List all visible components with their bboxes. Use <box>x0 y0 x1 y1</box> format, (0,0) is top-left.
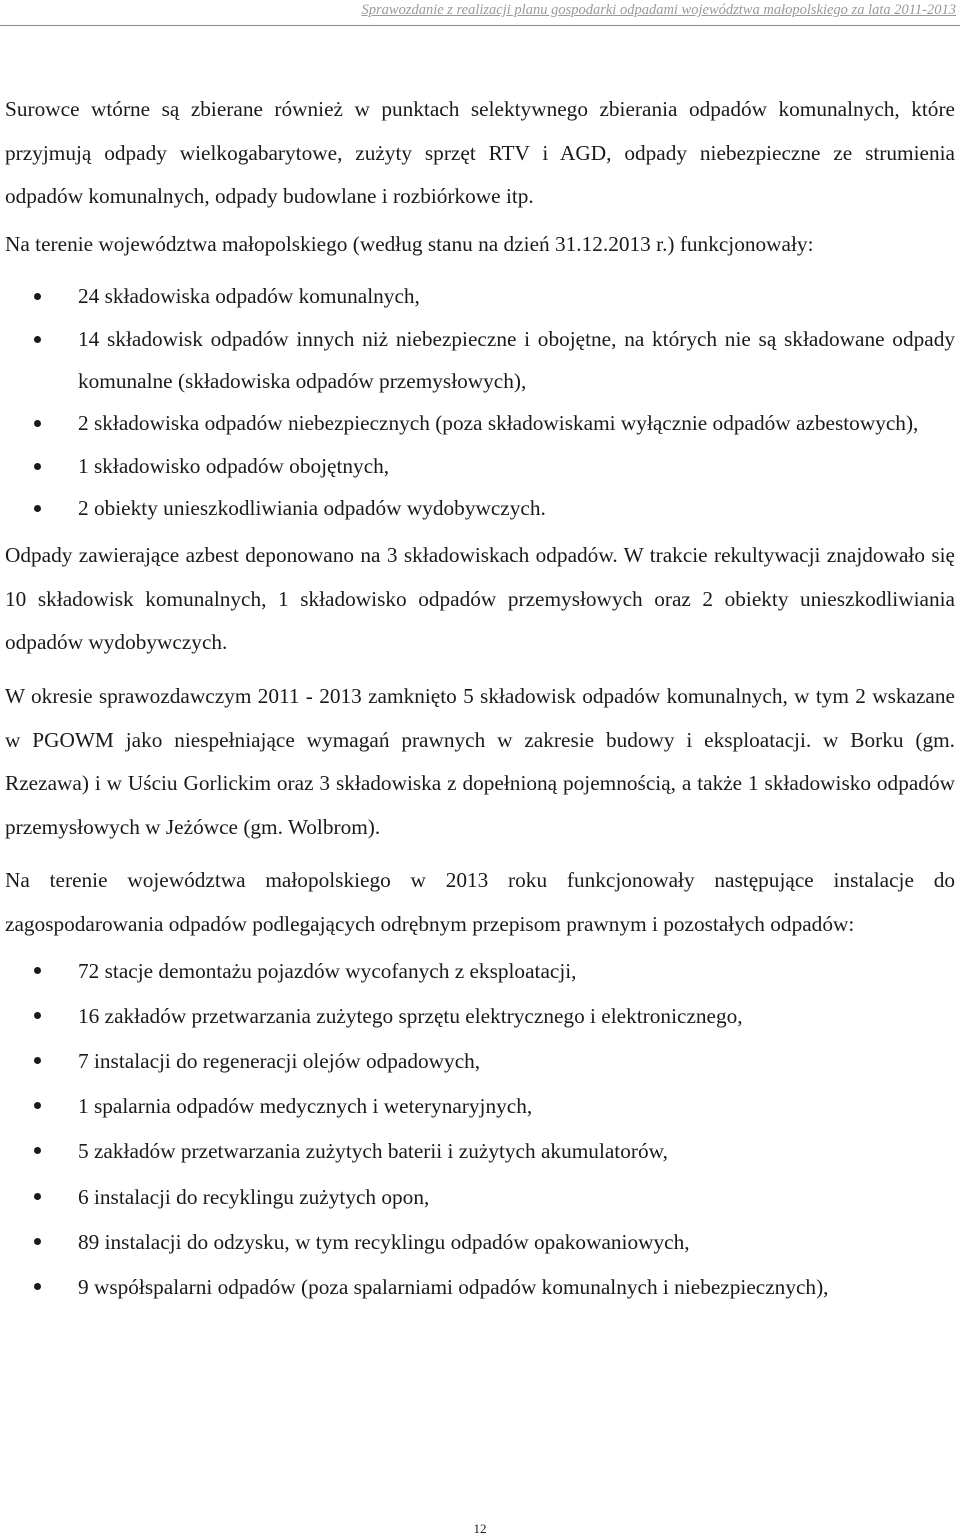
list-item-text: 5 zakładów przetwarzania zużytych baterii i zużytych akumulatorów, <box>78 1139 668 1164</box>
list-item-text: 2 składowiska odpadów niebezpiecznych (poza składowiskami wyłącznie odpadów azbestowych), <box>78 411 919 436</box>
list-item-text: 24 składowiska odpadów komunalnych, <box>78 284 420 309</box>
bullet-icon <box>34 505 41 512</box>
landfill-list <box>5 275 955 529</box>
bullet-icon <box>34 420 41 427</box>
list-item <box>5 402 955 444</box>
bullet-icon <box>34 1193 41 1200</box>
bullet-icon <box>34 1147 41 1154</box>
running-header-title: Sprawozdanie z realizacji planu gospodarki odpadami województwa małopolskiego za lata 2011-2013 <box>361 2 956 18</box>
list-item-text: 7 instalacji do regeneracji olejów odpadowych, <box>78 1048 481 1073</box>
list-item <box>5 1265 955 1310</box>
bullet-icon <box>34 1102 41 1109</box>
page-number: 12 <box>473 1521 487 1536</box>
list-item <box>5 1129 955 1174</box>
bullet-icon <box>34 293 41 300</box>
list-item-text: 89 instalacji do odzysku, w tym recyklingu odpadów opakowaniowych, <box>78 1229 690 1254</box>
list-item-text: 1 spalarnia odpadów medycznych i weterynaryjnych, <box>78 1094 533 1119</box>
list-item-text: 72 stacje demontażu pojazdów wycofanych z eksploatacji, <box>78 958 577 983</box>
list-item <box>5 1084 955 1129</box>
list-item-text: 9 współspalarni odpadów (poza spalarniami odpadów komunalnych i niebezpiecznych), <box>78 1274 829 1299</box>
list-item-text: 14 składowisk odpadów innych niż niebezpieczne i obojętne, na których nie są składowane odpady komunalne (składowiska odpadów przemysłowych), <box>78 326 955 393</box>
bullet-icon <box>34 1057 41 1064</box>
paragraph-closed-landfills: W okresie sprawozdawczym 2011 - 2013 zamknięto 5 składowisk odpadów komunalnych, w tym 2 wskazane w PGOWM jako niespełniające wymagań prawnych w zakresie budowy i eksploatacji. w Borku (gm. Rzezawa) i w Uściu Gorlickim oraz 3 składowiska z dopełnioną pojemnością, a także 1 składowisko odpadów przemysłowych w Jeżówce (gm. Wolbrom). <box>5 683 955 839</box>
list-item-text: 1 składowisko odpadów obojętnych, <box>78 453 390 478</box>
list-item-text: 16 zakładów przetwarzania zużytego sprzętu elektrycznego i elektronicznego, <box>78 1003 743 1028</box>
bullet-icon <box>34 1238 41 1245</box>
list-item <box>5 487 955 529</box>
bullet-icon <box>34 1012 41 1019</box>
bullet-icon <box>34 336 41 343</box>
running-header <box>0 0 960 26</box>
installations-list <box>5 949 955 1311</box>
list-item <box>5 1220 955 1265</box>
paragraph-asbestos: Odpady zawierające azbest deponowano na 3 składowiskach odpadów. W trakcie rekultywacji znajdowało się 10 składowisk komunalnych, 1 składowisko odpadów przemysłowych oraz 2 obiekty unieszkodliwiania odpadów wydobywczych. <box>5 543 955 655</box>
list-item <box>5 1175 955 1220</box>
list-item <box>5 445 955 487</box>
list-item <box>5 1039 955 1084</box>
list-item-text: 2 obiekty unieszkodliwiania odpadów wydobywczych. <box>78 495 546 520</box>
list-item-text: 6 instalacji do recyklingu zużytych opon, <box>78 1184 430 1209</box>
list-item <box>5 318 955 403</box>
list-item <box>5 994 955 1039</box>
list-item <box>5 275 955 317</box>
bullet-icon <box>34 1283 41 1290</box>
list-item <box>5 949 955 994</box>
paragraph-recyclables: Surowce wtórne są zbierane również w punktach selektywnego zbierania odpadów komunalnych, które przyjmują odpady wielkogabarytowe, zużyty sprzęt RTV i AGD, odpady niebezpieczne ze strumienia odpadów komunalnych, odpady budowlane i rozbiórkowe itp. <box>5 97 955 209</box>
paragraph-installations-intro: Na terenie województwa małopolskiego w 2013 roku funkcjonowały następujące instalacje do zagospodarowania odpadów podlegających odrębnym przepisom prawnym i pozostałych odpadów: <box>5 868 955 936</box>
page-content <box>5 88 955 1310</box>
bullet-icon <box>34 463 41 470</box>
bullet-icon <box>34 967 41 974</box>
paragraph-landfills-intro: Na terenie województwa małopolskiego (według stanu na dzień 31.12.2013 r.) funkcjonowały: <box>5 231 814 256</box>
